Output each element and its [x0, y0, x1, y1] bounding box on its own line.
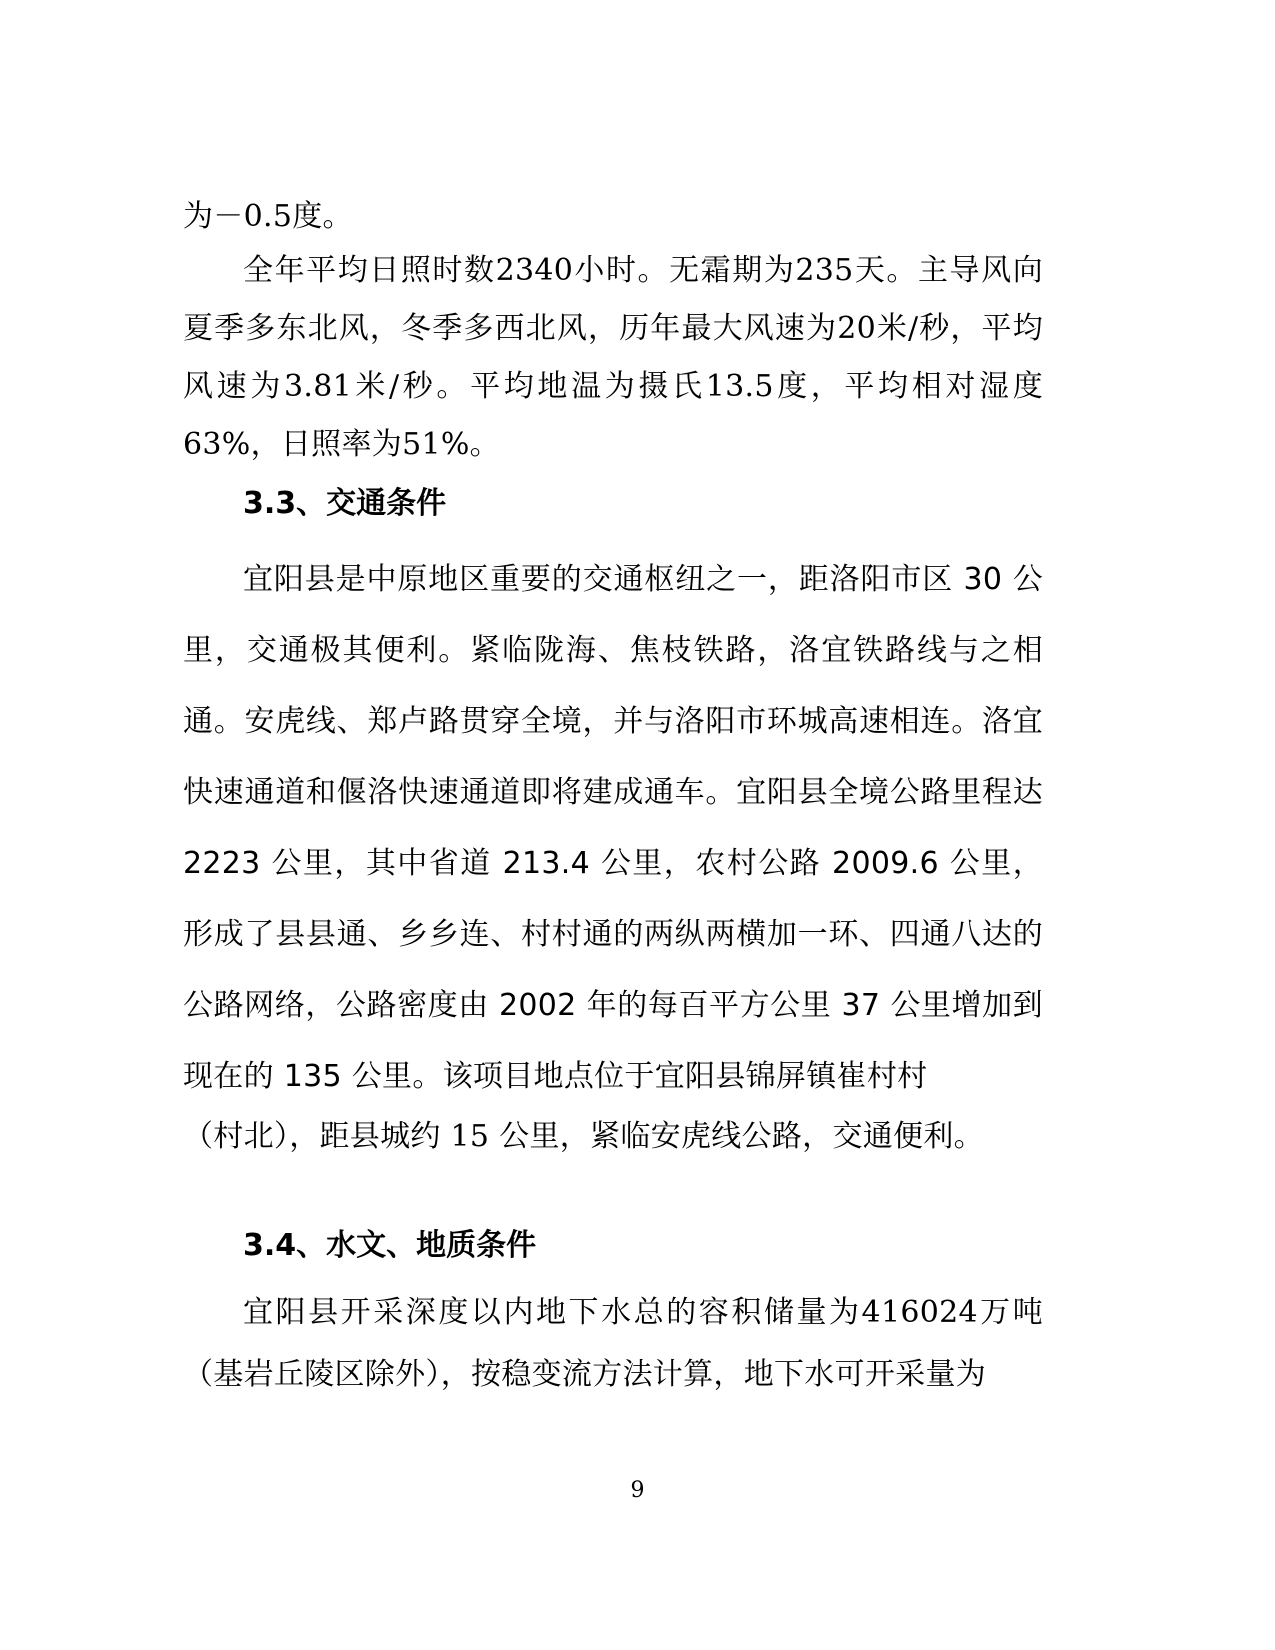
- paragraph-transport: 宜阳县是中原地区重要的交通枢纽之一，距洛阳市区 30 公里，交通极其便利。紧临陇海、焦枝铁路，洛宜铁路线与之相通。安虎线、郑卢路贯穿全境，并与洛阳市环城高速相连。洛宜快速通道和偃洛快速通道即将建成通车。宜阳县全境公路里程达 2223 公里，其中省道 213.4 公里，农村公路 2009.6 公里，形成了县县通、乡乡连、村村通的两纵两横加一环、四通八达的公路网络，公路密度由 2002 年的每百平方公里 37 公里增加到现在的 135 公里。该项目地点位于宜阳县锦屏镇崔村村: [183, 562, 1043, 1094]
- paragraph-continuation: 为－0.5度。: [183, 199, 353, 234]
- section-heading-hydrology: 3.4、水文、地质条件: [243, 1228, 537, 1263]
- paragraph-climate: 全年平均日照时数2340小时。无霜期为235天。主导风向夏季多东北风，冬季多西北风，历年最大风速为20米/秒，平均风速为3.81米/秒。平均地温为摄氏13.5度，平均相对湿度63%，日照率为51%。: [183, 253, 1043, 462]
- page-number: 9: [630, 1478, 645, 1503]
- paragraph-transport-tail: （村北），距县城约 15 公里，紧临安虎线公路，交通便利。: [183, 1119, 984, 1154]
- section-heading-transport: 3.3、交通条件: [243, 486, 447, 521]
- paragraph-hydrology: 宜阳县开采深度以内地下水总的容积储量为416024万吨（基岩丘陵区除外），按稳变流方法计算，地下水可开采量为: [183, 1295, 1043, 1392]
